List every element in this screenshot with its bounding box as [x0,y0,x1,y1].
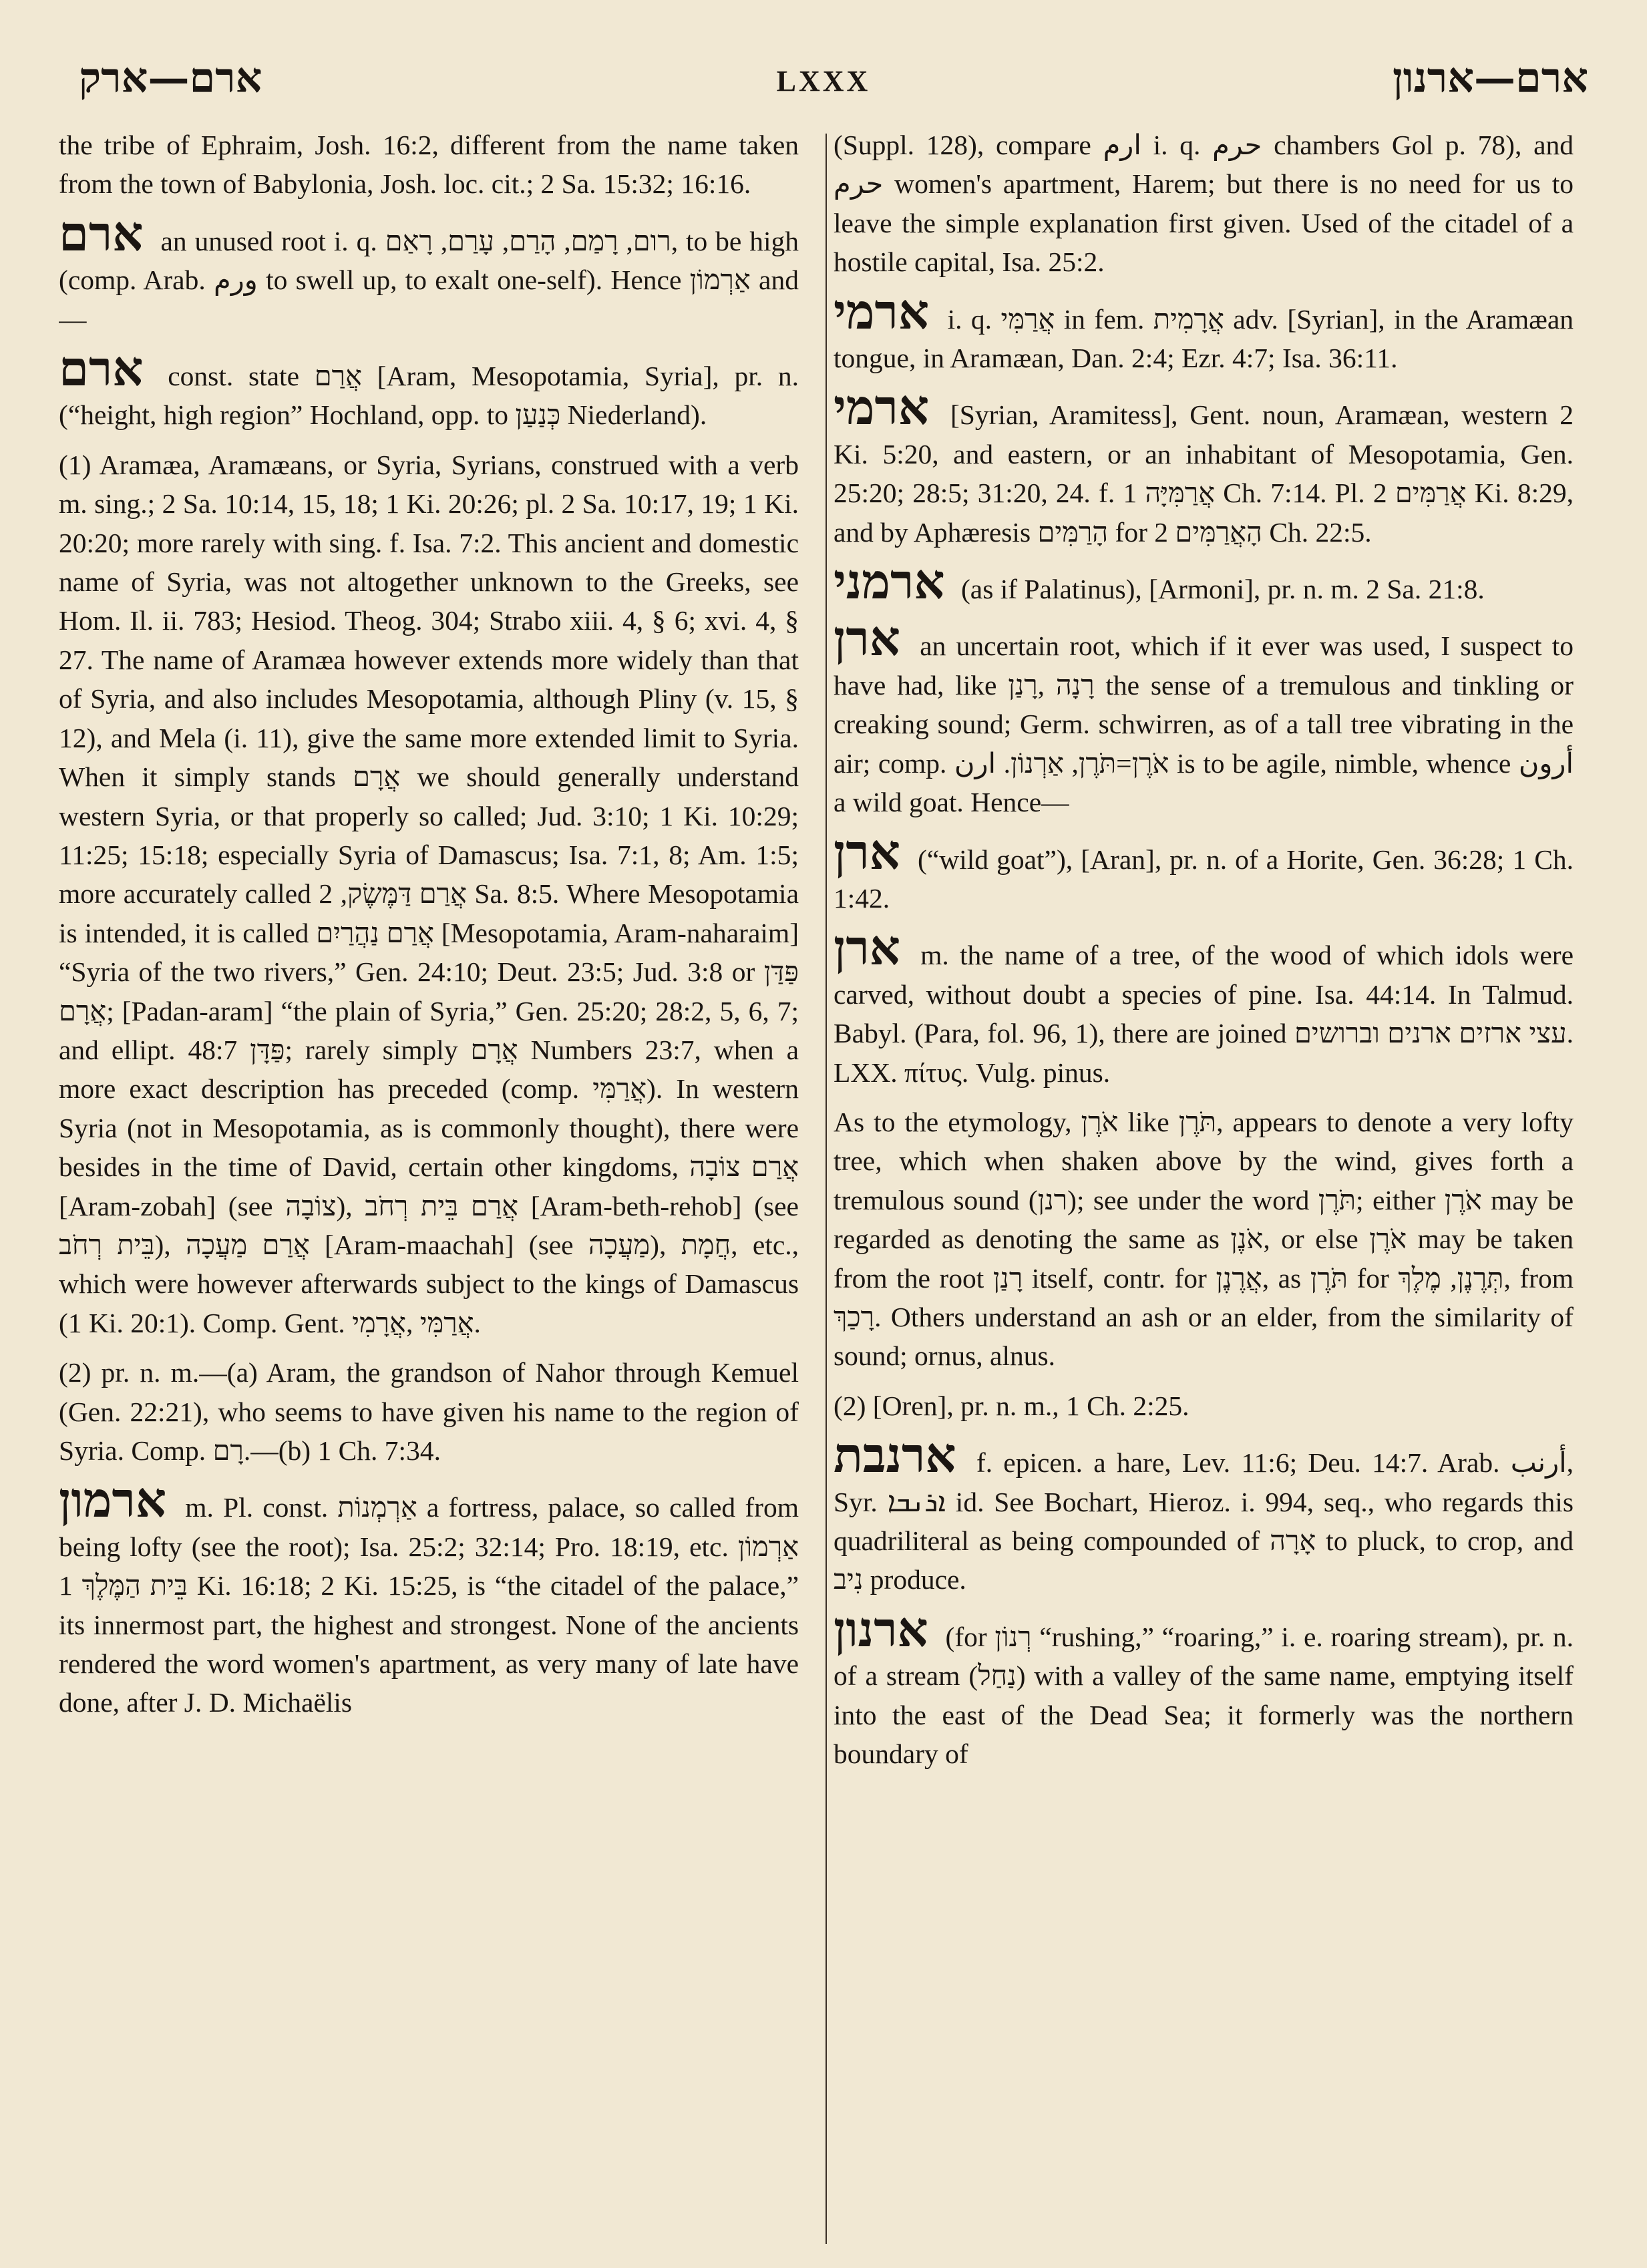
entry-text: (“wild goat”), [Aran], pr. n. of a Horite, Gen. 36:28; 1 Ch. 1:42. [834,843,1574,914]
entry-text: As to the etymology, אֹרֶן like תֹּרֶן, appears to denote a very lofty tree, which when shaken above by the wind, gives forth a tremulous sound (רנן); see under the word תֹּרֶן; either אֹרֶן may be regarded as denoting the same as אֹנֶן, or else אֹרֶן may be taken from the root רָנַן itself, contr. for אֲרֶנֶן, as תֹּרֶן for תְּרֶנֶן, מֶלֶךְ, from רָכַךְ. Others understand an ash or an elder, from the similarity of sound; ornus, alnus. [834,1106,1574,1372]
entry-text: (2) [Oren], pr. n. m., 1 Ch. 2:25. [834,1390,1190,1421]
entry-text: f. epicen. a hare, Lev. 11:6; Deu. 14:7. Arab. أرنب, Syr. ܐܪܢܒܐ id. See Bochart, Hieroz. i. 994, seq., who regards this quadriliteral as being compounded of אָרָה to pluck, to crop, and נִיב produce. [834,1447,1574,1595]
entry-paragraph [59,445,799,1342]
entry-paragraph [834,379,1574,552]
headword: ארם [59,340,144,397]
entry-text: (as if Palatinus), [Armoni], pr. n. m. 2 Sa. 21:8. [960,574,1485,605]
headword: ארן [834,919,900,976]
running-head-left: ארם—ארק [79,53,262,102]
headword: ארן [834,610,900,667]
headword: ארמון [59,1471,167,1529]
headword: ארם [59,204,144,262]
entry-text: (2) pr. n. m.—(a) Aram, the grandson of Nahor through Kemuel (Gen. 22:21), who seems to have given his name to the region of Syria. Comp. רָם.—(b) 1 Ch. 7:34. [59,1357,799,1466]
headword: ארמי [834,282,930,340]
entry-text: an uncertain root, which if it ever was used, I suspect to have had, like רָנָה ,רָנַן the sense of a tremulous and tinkling or creaking sound; Germ. schwirren, as of a tall tree vibrating in the air; comp. אֹרֶן=תֹּרֶן, אַרְנוֹן. ارن is to be agile, nimble, whence أرون a wild goat. Hence— [834,630,1574,818]
entry-paragraph [59,1471,799,1722]
page-number: LXXX [776,65,871,98]
entry-paragraph [59,1353,799,1470]
entry-text: [Syrian, Aramitess], Gent. noun, Aramæan, western 2 Ki. 5:20, and eastern, or an inhabitant of Mesopotamia, Gen. 25:20; 28:5; 31:20, 24. f. אֲרַמִּיָּה 1 Ch. 7:14. Pl. אֲרַמִּים 2 Ki. 8:29, and by Aphæresis הָרַמִּים for הָאֲרַמִּים 2 Ch. 22:5. [834,399,1574,548]
entry-paragraph [834,610,1574,821]
entry-paragraph [834,553,1574,610]
running-head [59,47,1588,120]
entry-paragraph [834,282,1574,378]
entry-text: (Suppl. 128), compare ارم i. q. حرم chambers Gol p. 78), and حرم women's apartment, Harem; but there is no need for us to leave the simple explanation first given. Used of the citadel of a hostile capital, Isa. 25:2. [834,130,1574,278]
entry-paragraph [834,1427,1574,1599]
headword: ארמני [834,553,945,610]
entry-paragraph [59,340,799,435]
entry-text: const. state אֲרַם [Aram, Mesopotamia, Syria], pr. n. (“height, high region” Hochland, opp. to כְּנַעַן Niederland). [59,361,799,431]
headword: ארנון [834,1600,928,1658]
entry-text: m. Pl. const. אַרְמְנוֹת a fortress, palace, so called from being lofty (see the root); Isa. 25:2; 32:14; Pro. 18:19, etc. אַרְמוֹן בֵּית הַמֶּלֶךְ 1 Ki. 16:18; 2 Ki. 15:25, is “the citadel of the palace,” its innermost part, the highest and strongest. None of the ancients rendered the word women's apartment, as very many of late have done, after J. D. Michaëlis [59,1492,799,1718]
headword: ארן [834,823,900,880]
headword: ארנבת [834,1427,956,1484]
entry-paragraph [834,919,1574,1092]
entry-paragraph [59,204,799,339]
left-column [59,126,799,2243]
entry-text: i. q. אֲרַמִּי in fem. אֲרָמִית adv. [Syrian], in the Aramæan tongue, in Aramæan, Dan. 2:4; Ezr. 4:7; Isa. 36:11. [834,303,1574,374]
entry-text: m. the name of a tree, of the wood of which idols were carved, without doubt a species of pine. Isa. 44:14. In Talmud. Babyl. (Para, fol. 96, 1), there are joined עצי ארזים ארנים וברושים. LXX. πίτυς. Vulg. pinus. [834,940,1574,1088]
entry-paragraph [834,1600,1574,1774]
headword: ארמי [834,379,930,436]
entry-text: an unused root i. q. רום, רָמַם, הָרַם, עָרַם, רָאַם, to be high (comp. Arab. ورم to swell up, to exalt one-self). Hence אַרְמוֹן and— [59,225,799,335]
entry-paragraph [834,1386,1574,1425]
right-column [834,126,1574,2243]
entry-paragraph [834,823,1574,918]
entry-text: (1) Aramæa, Aramæans, or Syria, Syrians, construed with a verb m. sing.; 2 Sa. 10:14, 15, 18; 1 Ki. 20:26; pl. 2 Sa. 10:17, 19; 1 Ki. 20:20; more rarely with sing. f. Isa. 7:2. This ancient and domestic name of Syria, was not altogether unknown to the Greeks, see Hom. Il. ii. 783; Hesiod. Theog. 304; Strabo xiii. 4, § 6; xvi. 4, § 27. The name of Aramæa however extends more widely than that of Syria, and also includes Mesopotamia, although Pliny (v. 15, § 12), and Mela (i. 11), give the same more extended limit to Syria. When it simply stands אֲרָם we should generally understand western Syria, or that properly so called; Jud. 3:10; 1 Ki. 10:29; 11:25; 15:18; especially Syria of Damascus; Isa. 7:1, 8; Am. 1:5; more accurately called אֲרַם דַּמֶּשֶׂק, 2 Sa. 8:5. Where Mesopotamia is intended, it is called אֲרַם נַהֲרַיִם [Mesopotamia, Aram-naharaim] “Syria of the two rivers,” Gen. 24:10; Deut. 23:5; Jud. 3:8 or פַּדַּן אֲרָם; [Padan-aram] “the plain of Syria,” Gen. 25:20; 28:2, 5, 6, 7; and ellipt. פַּדָּן 48:7; rarely simply אֲרָם Numbers 23:7, when a more exact description has preceded (comp. אֲרַמִּי). In western Syria (not in Mesopotamia, as is commonly thought), there were besides in the time of David, certain other kingdoms, אֲרַם צוֹבָה [Aram-zobah] (see צוֹבָה), אֲרַם בֵּית רְחֹב [Aram-beth-rehob] (see בֵּית רְחֹב), אֲרַם מַעֲכָה [Aram-maachah] (see מַעֲכָה), חֲמָת, etc., which were however afterwards subject to the kings of Damascus (1 Ki. 20:1). Comp. Gent. אֲרַמִּי ,אֲרָמִי. [59,449,799,1338]
text-columns [59,126,1588,2243]
entry-paragraph [59,126,799,204]
entry-paragraph [834,1103,1574,1376]
entry-text: (for רְנוֹן “rushing,” “roaring,” i. e. roaring stream), pr. n. of a stream (נַחַל) with a valley of the same name, emptying itself into the east of the Dead Sea; it formerly was the northern boundary of [834,1621,1574,1770]
entry-text: the tribe of Ephraim, Josh. 16:2, different from the name taken from the town of Babylonia, Josh. loc. cit.; 2 Sa. 15:32; 16:16. [59,130,799,200]
entry-paragraph [834,126,1574,282]
running-head-right: ארם—ארנון [1392,53,1588,102]
